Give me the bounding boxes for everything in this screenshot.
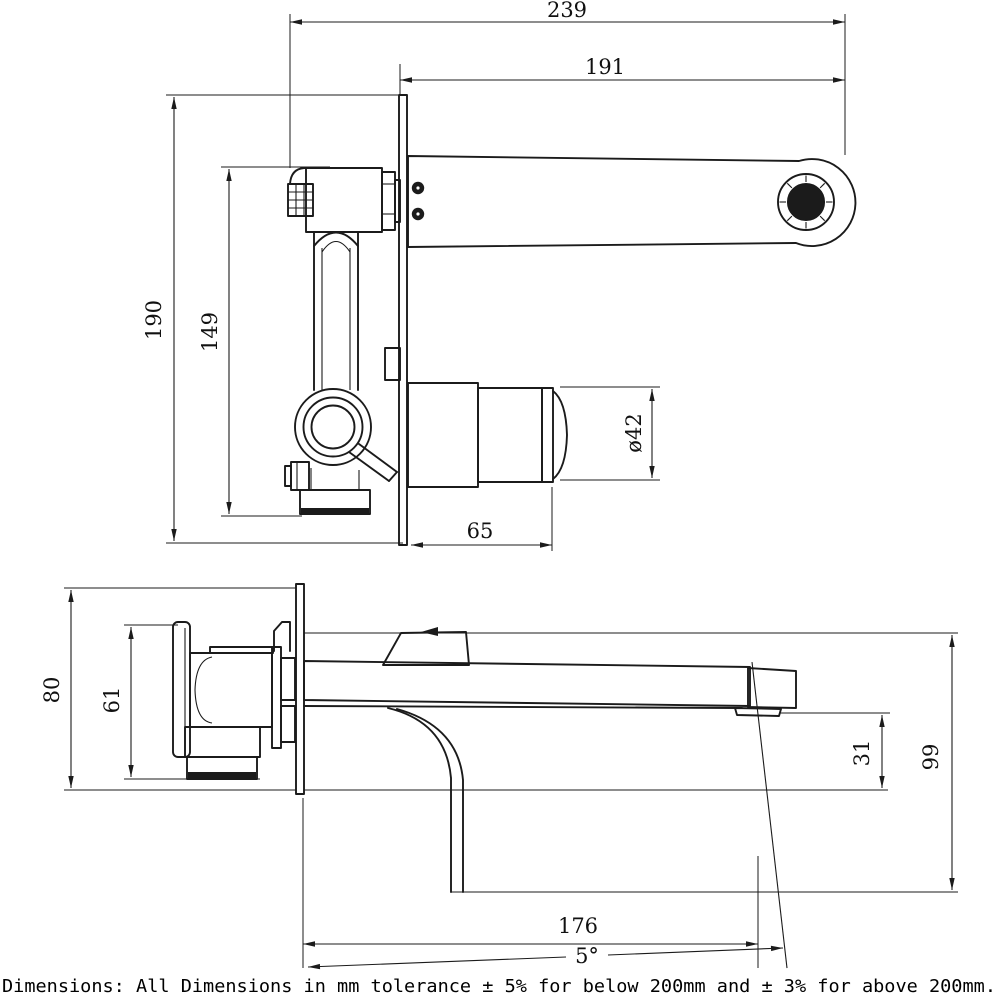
- top-view: [142, 0, 855, 551]
- side-view: [40, 584, 958, 968]
- dim-176: [303, 914, 758, 944]
- dim-label-191: 191: [584, 55, 626, 79]
- body-flange-top-view: [382, 172, 400, 230]
- dim-label-31: 31: [850, 739, 874, 767]
- spout-side-view: [304, 661, 796, 716]
- strut: [349, 444, 397, 481]
- dim-label-149: 149: [198, 311, 222, 353]
- dim-label-99: 99: [919, 743, 943, 771]
- handle-arrow-icon: [421, 627, 438, 636]
- dim-191: [400, 55, 845, 94]
- dim-label-239: 239: [546, 0, 588, 22]
- dim-label-61: 61: [100, 686, 124, 714]
- supply-pipe: [314, 232, 358, 390]
- dim-31: [780, 713, 890, 788]
- base-top-view: [300, 468, 370, 514]
- dim-angle-5: [308, 944, 783, 968]
- valve-port-circles: [295, 389, 371, 465]
- mount-bracket-top-view: [385, 348, 400, 380]
- dim-239: [290, 0, 845, 168]
- tolerance-note: Dimensions: All Dimensions in mm tolerance ± 5% for below 200mm and ± 3% for above 200mm.: [2, 976, 996, 997]
- dim-65: [411, 487, 552, 551]
- screw-icon: [412, 182, 424, 194]
- wall-plate-side-view: [296, 584, 304, 794]
- dim-label-65: 65: [466, 519, 494, 543]
- dim-dia42: [560, 387, 660, 480]
- dim-61: [100, 625, 260, 779]
- valve-body-top-view: [306, 168, 382, 232]
- side-tab: [285, 462, 309, 490]
- dim-label-80: 80: [40, 676, 64, 704]
- dim-190: [142, 95, 403, 543]
- body-flange-side-view: [272, 622, 295, 748]
- cartridge: [408, 383, 567, 487]
- dim-label-angle-5: 5°: [575, 944, 599, 968]
- valve-body-side-view: [190, 647, 273, 727]
- dim-label-176: 176: [557, 914, 599, 938]
- wall-plate-top-view: [399, 95, 407, 545]
- screw-icon: [412, 208, 424, 220]
- dim-label-dia42: ø42: [622, 413, 646, 453]
- dim-label-190: 190: [142, 299, 166, 341]
- water-drop-outline: [388, 708, 463, 892]
- dim-149: [198, 167, 330, 516]
- threaded-inlet: [288, 168, 313, 216]
- base-side-view: [185, 727, 260, 779]
- dim-99: [919, 635, 952, 890]
- mount-bracket-side-view: [173, 622, 190, 757]
